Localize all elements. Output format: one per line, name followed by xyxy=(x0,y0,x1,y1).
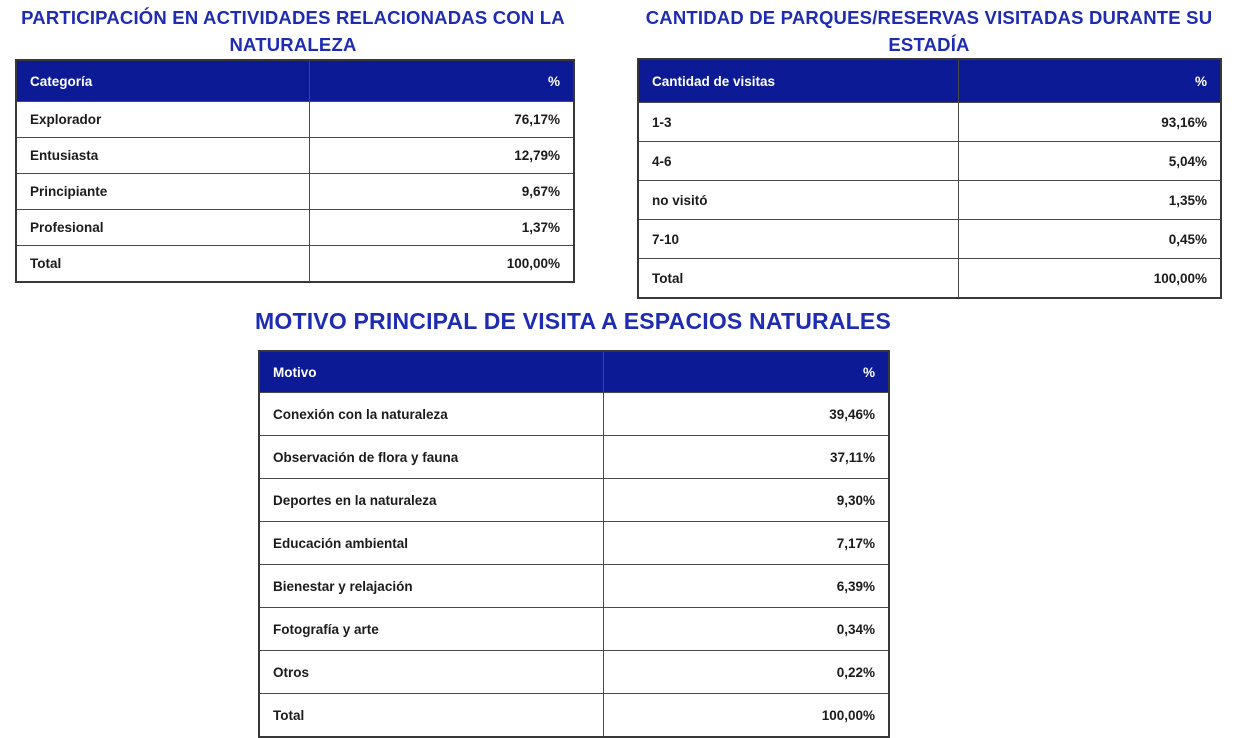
row-label-cell: no visitó xyxy=(638,181,959,220)
parks-visits-table xyxy=(637,58,1222,299)
row-value-cell: 7,17% xyxy=(604,522,890,565)
column-header-label: Cantidad de visitas xyxy=(638,59,959,103)
row-label-cell: Otros xyxy=(259,651,604,694)
table-row xyxy=(259,694,889,738)
row-label-cell: 1-3 xyxy=(638,103,959,142)
row-value-cell: 37,11% xyxy=(604,436,890,479)
table-row xyxy=(638,103,1221,142)
row-value-cell: 9,30% xyxy=(604,479,890,522)
visit-motive-table xyxy=(258,350,890,738)
table-row xyxy=(16,138,574,174)
table-row xyxy=(16,210,574,246)
column-header-label: Categoría xyxy=(16,60,310,102)
table-row xyxy=(259,565,889,608)
row-value-cell: 6,39% xyxy=(604,565,890,608)
row-label-cell: Entusiasta xyxy=(16,138,310,174)
row-label-cell: Educación ambiental xyxy=(259,522,604,565)
row-value-cell: 100,00% xyxy=(310,246,575,283)
parks-visits-table-title: CANTIDAD DE PARQUES/RESERVAS VISITADAS DURANTE SU ESTADÍA xyxy=(645,7,1213,55)
table-row xyxy=(259,608,889,651)
row-label-cell: Conexión con la naturaleza xyxy=(259,393,604,436)
row-value-cell: 0,22% xyxy=(604,651,890,694)
row-value-cell: 76,17% xyxy=(310,102,575,138)
table-row xyxy=(638,181,1221,220)
row-label-cell: Total xyxy=(259,694,604,738)
row-value-cell: 12,79% xyxy=(310,138,575,174)
column-header-label: Motivo xyxy=(259,351,604,393)
table-row xyxy=(638,142,1221,181)
row-label-cell: Principiante xyxy=(16,174,310,210)
row-value-cell: 1,37% xyxy=(310,210,575,246)
row-label-cell: 7-10 xyxy=(638,220,959,259)
table-row xyxy=(638,220,1221,259)
row-value-cell: 100,00% xyxy=(604,694,890,738)
table-row xyxy=(259,651,889,694)
row-label-cell: Profesional xyxy=(16,210,310,246)
row-label-cell: Bienestar y relajación xyxy=(259,565,604,608)
table-row xyxy=(259,436,889,479)
table-row xyxy=(16,174,574,210)
table-row xyxy=(259,479,889,522)
row-value-cell: 1,35% xyxy=(959,181,1222,220)
table-header-row xyxy=(638,59,1221,103)
column-header-percent: % xyxy=(310,60,575,102)
row-label-cell: Fotografía y arte xyxy=(259,608,604,651)
row-value-cell: 39,46% xyxy=(604,393,890,436)
table-row xyxy=(259,393,889,436)
participation-table xyxy=(15,59,575,283)
row-label-cell: Explorador xyxy=(16,102,310,138)
table-header-row xyxy=(259,351,889,393)
row-value-cell: 93,16% xyxy=(959,103,1222,142)
visit-motive-table-title: MOTIVO PRINCIPAL DE VISITA A ESPACIOS NATURALES xyxy=(255,308,891,334)
row-label-cell: Total xyxy=(16,246,310,283)
row-value-cell: 5,04% xyxy=(959,142,1222,181)
table-header-row xyxy=(16,60,574,102)
participation-table-title: PARTICIPACIÓN EN ACTIVIDADES RELACIONADAS CON LA NATURALEZA xyxy=(21,7,565,55)
row-label-cell: 4-6 xyxy=(638,142,959,181)
row-value-cell: 9,67% xyxy=(310,174,575,210)
row-label-cell: Deportes en la naturaleza xyxy=(259,479,604,522)
table-row xyxy=(638,259,1221,299)
row-label-cell: Observación de flora y fauna xyxy=(259,436,604,479)
row-value-cell: 100,00% xyxy=(959,259,1222,299)
table-row xyxy=(16,246,574,283)
table-row xyxy=(16,102,574,138)
column-header-percent: % xyxy=(959,59,1222,103)
table-row xyxy=(259,522,889,565)
row-label-cell: Total xyxy=(638,259,959,299)
column-header-percent: % xyxy=(604,351,890,393)
row-value-cell: 0,34% xyxy=(604,608,890,651)
row-value-cell: 0,45% xyxy=(959,220,1222,259)
